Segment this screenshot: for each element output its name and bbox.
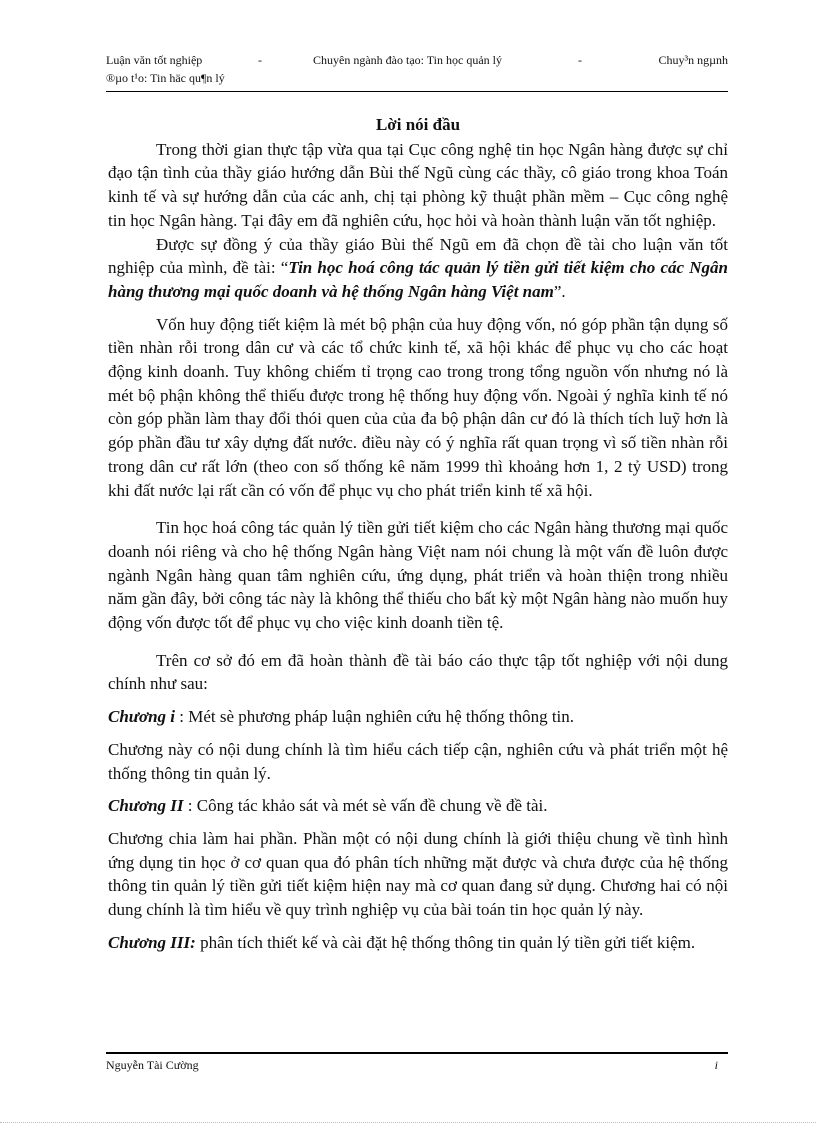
chapter-description: Chương này có nội dung chính là tìm hiểu cách tiếp cận, nghiên cứu và phát triển một hệ thống thông tin quản lý.	[108, 739, 728, 783]
paragraph-text: Được sự đồng ý của thầy giáo Bùi thế Ngũ em đã chọn đề tài cho luận văn tốt nghiệp của mình, đề tài: “	[108, 234, 728, 278]
paragraph-text: ”.	[553, 281, 566, 301]
header-separator: -	[258, 53, 262, 67]
paragraph: Tin học hoá công tác quản lý tiền gửi tiết kiệm cho các Ngân hàng thương mại quốc doanh nói riêng và cho hệ thống Ngân hàng Việt nam nói chung là một vấn đề luôn được ngành Ngân hàng quan tâm nghiên cứu, ứng dụng, phát triển và hoàn thiện trong nhiều năm gần đây, bởi công tác này là không thể thiếu cho bất kỳ một Ngân hàng nào muốn huy động vốn được tốt để phục vụ cho việc kinh doanh tiền tệ.	[108, 518, 728, 633]
paragraph	[108, 233, 728, 304]
footer-divider	[106, 1052, 728, 1054]
chapter-title: : Công tác khảo sát và mét sè vấn đề chung về đề tài.	[183, 796, 548, 816]
header-divider	[106, 91, 728, 92]
chapter-title: : Mét sè phương pháp luận nghiên cứu hệ thống thông tin.	[175, 707, 575, 727]
chapter-heading	[108, 705, 728, 729]
chapter-label: Chương II	[108, 796, 184, 816]
chapter-label: Chương i	[108, 707, 176, 727]
thesis-topic: Tin học hoá công tác quản lý tiền gửi tiết kiệm cho các Ngân hàng thương mại quốc doanh và hệ thống Ngân hàng Việt nam	[108, 258, 728, 301]
header-right: Chuy³n ngµnh	[658, 53, 728, 67]
paragraph: Trên cơ sở đó em đã hoàn thành đề tài báo cáo thực tập tốt nghiệp với nội dung chính như sau:	[108, 650, 728, 694]
chapter-heading	[108, 794, 728, 818]
document-body	[108, 113, 728, 955]
chapter-label: Chương III:	[108, 932, 196, 952]
chapter-title: phân tích thiết kế và cài đặt hệ thống thông tin quản lý tiền gửi tiết kiệm.	[195, 932, 696, 952]
page-title: Lời nói đầu	[375, 115, 461, 134]
header-separator: -	[578, 53, 582, 67]
chapter-heading	[108, 931, 728, 955]
page-number: i	[714, 1058, 718, 1072]
paragraph: Vốn huy động tiết kiệm là mét bộ phận của huy động vốn, nó góp phần tận dụng số tiền nhàn rỗi trong dân cư và các tổ chức kinh tế, xã hội khác để phục vụ cho các hoạt động kinh doanh. Tuy không chiếm tỉ trọng cao trong trong tổng nguồn vốn nhưng nó là mét bộ phận không thể thiếu được trong hệ thống huy động vốn. Ngoài ý nghĩa kinh tế nó còn góp phần làm thay đổi thói quen của của đa bộ phận dân cư đó là thích tích luỹ hơn là góp phần đầu tư xây dựng đất nước. điều này có ý nghĩa rất quan trọng vì số tiền nhàn rỗi trong dân cư rất lớn (theo con số thống kê năm 1999 thì khoảng hơn 1, 2 tỷ USD) trong khi đất nước lại rất cần có vốn để phục vụ cho phát triển kinh tế xã hội.	[108, 314, 728, 500]
header-left: Luận văn tốt nghiệp	[106, 53, 203, 67]
header-center: Chuyên ngành đào tạo: Tin học quản lý	[313, 53, 502, 67]
header-line2: ®µo t¹o: Tin häc qu¶n lý	[106, 71, 225, 85]
chapter-description: Chương chia làm hai phần. Phần một có nội dung chính là giới thiệu chung về tình hình ứng dụng tin học ở cơ quan qua đó phân tích những mặt được và chưa được của hệ thống thông tin quản lý tiền gửi tiết kiệm hiện nay mà cơ quan đang sử dụng. Chương hai có nội dung chính là tìm hiểu về quy trình nghiệp vụ của bài toán tin học quản lý này.	[108, 828, 728, 920]
footer-author: Nguyễn Tài Cường	[106, 1058, 199, 1072]
paragraph: Trong thời gian thực tập vừa qua tại Cục công nghệ tin học Ngân hàng được sự chỉ đạo tận tình của thầy giáo hướng dẫn Bùi thế Ngũ cùng các thầy, cô giáo trong khoa Toán kinh tế và sự hướng dẫn của các anh, chị tại phòng kỹ thuật phần mềm – Cục công nghệ tin học Ngân hàng. Tại đây em đã nghiên cứu, học hỏi và hoàn thành luận văn tốt nghiệp.	[108, 139, 728, 230]
page-footer	[106, 1058, 728, 1073]
